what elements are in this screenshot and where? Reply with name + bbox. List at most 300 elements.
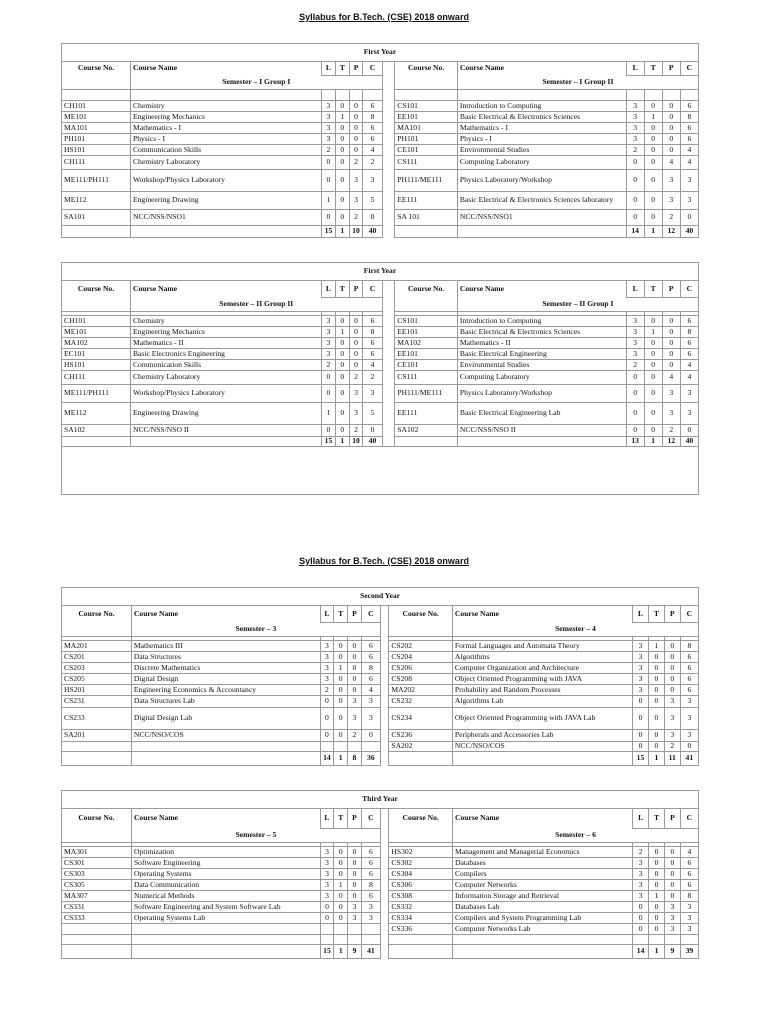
right-l-value: 3 xyxy=(626,101,644,112)
right-course-name-header: Course Name xyxy=(452,606,632,623)
spacer-cell xyxy=(349,90,363,101)
left-t-value: 0 xyxy=(335,425,349,437)
left-t-value: 1 xyxy=(335,327,349,338)
left-course-no: ME111/PH111 xyxy=(62,170,131,192)
course-row xyxy=(62,902,699,913)
right-course-name: Object Oriented Programming with JAVA xyxy=(452,674,632,685)
column-gap xyxy=(380,847,388,858)
right-course-no: CS111 xyxy=(395,156,458,170)
left-course-no: ME101 xyxy=(62,112,131,123)
third-year-table xyxy=(61,790,699,959)
left-course-name: Digital Design Lab xyxy=(131,708,320,730)
right-course-name: Compilers and System Programming Lab xyxy=(452,913,632,924)
right-course-no: MA202 xyxy=(389,685,453,696)
right-c-value: 3 xyxy=(680,385,698,403)
column-gap xyxy=(380,641,388,652)
right-c-value: 4 xyxy=(680,156,698,170)
left-course-name: Workshop/Physics Laboratory xyxy=(130,170,321,192)
right-course-no: CS334 xyxy=(389,913,453,924)
left-total-spacer xyxy=(62,226,131,238)
empty-cell xyxy=(633,935,649,945)
left-course-name: NCC/NSS/NSO1 xyxy=(130,210,321,226)
total-row xyxy=(62,752,699,766)
course-row xyxy=(62,134,699,145)
right-c-value: 4 xyxy=(680,847,698,858)
left-t-value: 0 xyxy=(335,316,349,327)
left-p-value: 0 xyxy=(348,663,362,674)
left-p-value: 0 xyxy=(348,685,362,696)
left-course-name: Data Structures Lab xyxy=(131,696,320,708)
left-l-value: 0 xyxy=(320,902,334,913)
left-course-name: NCC/NSS/NSO II xyxy=(130,425,321,437)
right-p-value: 3 xyxy=(664,696,680,708)
year-row xyxy=(62,588,699,606)
course-row xyxy=(62,652,699,663)
left-l-value: 2 xyxy=(322,360,336,371)
course-row xyxy=(62,924,699,935)
left-course-no: SA101 xyxy=(62,210,131,226)
left-course-no: EC101 xyxy=(62,349,131,360)
right-course-no: EE101 xyxy=(395,349,458,360)
left-p-value: 3 xyxy=(349,192,363,210)
right-l-value: 3 xyxy=(633,641,649,652)
right-l-value: 2 xyxy=(626,360,644,371)
left-t-value: 0 xyxy=(334,730,348,742)
left-t-value: 0 xyxy=(335,385,349,403)
left-l-value: 1 xyxy=(322,192,336,210)
right-c-value: 6 xyxy=(680,652,698,663)
left-l-value: 0 xyxy=(320,696,334,708)
left-p-value: 3 xyxy=(348,708,362,730)
left-l-value: 3 xyxy=(320,652,334,663)
left-p-value: 2 xyxy=(349,210,363,226)
spacer-cell xyxy=(626,90,644,101)
right-t-value: 1 xyxy=(644,327,662,338)
left-p-value: 3 xyxy=(349,170,363,192)
right-p-value: 0 xyxy=(662,112,680,123)
right-course-name: Computer Organization and Architecture xyxy=(452,663,632,674)
left-l-value: 0 xyxy=(320,708,334,730)
right-l-value: 0 xyxy=(626,385,644,403)
column-gap xyxy=(380,869,388,880)
right-course-name: NCC/NSS/NSO II xyxy=(457,425,626,437)
left-c-value xyxy=(361,742,380,752)
left-course-name-header: Course Name xyxy=(131,809,320,829)
left-p-value: 0 xyxy=(349,338,363,349)
left-course-no: HS101 xyxy=(62,360,131,371)
left-course-name: Chemistry xyxy=(130,101,321,112)
right-course-name: NCC/NSS/NSO1 xyxy=(457,210,626,226)
left-course-no: PH101 xyxy=(62,134,131,145)
column-gap xyxy=(382,170,395,192)
right-p-header: P xyxy=(664,809,680,829)
right-total-value: 14 xyxy=(633,945,649,959)
left-course-name: Workshop/Physics Laboratory xyxy=(130,385,321,403)
column-gap xyxy=(382,403,395,425)
right-course-name: Physics Laboratory/Workshop xyxy=(457,385,626,403)
right-t-value: 0 xyxy=(644,145,662,156)
right-course-no-header: Course No. xyxy=(395,281,458,298)
column-gap xyxy=(382,134,395,145)
left-course-no: CH101 xyxy=(62,101,131,112)
right-l-value: 0 xyxy=(626,170,644,192)
left-t-value: 0 xyxy=(334,696,348,708)
spacer-row xyxy=(62,90,699,101)
right-p-value: 2 xyxy=(662,210,680,226)
right-course-no: CS202 xyxy=(389,641,453,652)
left-course-name: Data Structures xyxy=(131,652,320,663)
column-gap xyxy=(382,192,395,210)
right-l-header: L xyxy=(633,809,649,829)
column-gap xyxy=(382,101,395,112)
course-row xyxy=(62,371,699,385)
right-course-no: CS306 xyxy=(389,880,453,891)
right-t-value: 0 xyxy=(644,316,662,327)
left-c-value: 6 xyxy=(363,338,382,349)
right-course-no-header: Course No. xyxy=(389,809,453,829)
column-gap xyxy=(382,76,395,90)
right-p-value: 3 xyxy=(662,385,680,403)
right-c-value: 4 xyxy=(680,145,698,156)
left-c-header: C xyxy=(361,606,380,623)
left-total-value: 15 xyxy=(322,226,336,238)
right-l-value: 0 xyxy=(626,156,644,170)
left-c-value: 4 xyxy=(363,145,382,156)
right-p-value: 4 xyxy=(662,371,680,385)
left-total-value: 1 xyxy=(335,226,349,238)
left-c-value: 0 xyxy=(363,210,382,226)
left-l-value: 0 xyxy=(322,170,336,192)
left-course-name: Numerical Methods xyxy=(131,891,320,902)
left-p-value: 3 xyxy=(348,913,362,924)
right-total-spacer xyxy=(395,437,458,447)
left-l-value: 3 xyxy=(322,112,336,123)
left-course-name: Engineering Mechanics xyxy=(130,327,321,338)
left-course-no: CH111 xyxy=(62,371,131,385)
left-p-value: 0 xyxy=(349,327,363,338)
column-gap xyxy=(380,742,388,752)
course-row xyxy=(62,338,699,349)
right-p-value: 0 xyxy=(664,847,680,858)
right-c-value: 6 xyxy=(680,349,698,360)
column-gap xyxy=(380,623,388,637)
left-course-no: CS203 xyxy=(62,663,132,674)
left-t-value: 0 xyxy=(335,338,349,349)
left-c-value: 5 xyxy=(363,192,382,210)
left-total-value: 15 xyxy=(322,437,336,447)
left-c-value: 0 xyxy=(361,730,380,742)
left-course-name: Physics - I xyxy=(130,134,321,145)
left-course-name: Engineering Economics & Accountancy xyxy=(131,685,320,696)
right-course-no: CS336 xyxy=(389,924,453,935)
left-course-name: Communication Skills xyxy=(130,360,321,371)
right-t-value: 0 xyxy=(644,403,662,425)
header-row xyxy=(62,809,699,829)
left-course-name: Mathematics - II xyxy=(130,338,321,349)
right-c-value: 8 xyxy=(680,327,698,338)
left-p-value: 0 xyxy=(349,101,363,112)
right-l-value: 0 xyxy=(633,924,649,935)
right-p-value: 0 xyxy=(662,123,680,134)
right-t-header: T xyxy=(649,809,665,829)
right-p-value: 2 xyxy=(662,425,680,437)
left-course-name: Discrete Mathematics xyxy=(131,663,320,674)
right-c-header: C xyxy=(680,281,698,298)
right-semester-spacer xyxy=(389,623,453,637)
left-c-header: C xyxy=(363,62,382,76)
course-row xyxy=(62,192,699,210)
course-row xyxy=(62,696,699,708)
column-gap xyxy=(380,708,388,730)
right-l-header: L xyxy=(626,62,644,76)
right-course-name: Formal Languages and Automata Theory xyxy=(452,641,632,652)
left-course-no: CS333 xyxy=(62,913,132,924)
right-l-value: 3 xyxy=(633,880,649,891)
left-t-value: 0 xyxy=(335,360,349,371)
right-p-value: 0 xyxy=(662,316,680,327)
column-gap xyxy=(380,752,388,766)
right-total-value: 41 xyxy=(680,752,698,766)
right-p-value: 0 xyxy=(662,134,680,145)
empty-cell xyxy=(389,935,453,945)
left-c-value: 3 xyxy=(363,385,382,403)
course-row xyxy=(62,170,699,192)
left-course-name: Operating Systems Lab xyxy=(131,913,320,924)
right-course-no: MA102 xyxy=(395,338,458,349)
right-t-header: T xyxy=(644,62,662,76)
column-gap xyxy=(380,891,388,902)
right-c-value: 6 xyxy=(680,123,698,134)
left-p-value: 0 xyxy=(348,869,362,880)
right-course-no: EE111 xyxy=(395,403,458,425)
right-course-no: EE101 xyxy=(395,327,458,338)
right-course-no: SA102 xyxy=(395,425,458,437)
right-l-value: 0 xyxy=(626,425,644,437)
right-c-value: 6 xyxy=(680,316,698,327)
left-p-value: 0 xyxy=(349,123,363,134)
left-course-name: Engineering Drawing xyxy=(130,403,321,425)
right-total-spacer xyxy=(395,226,458,238)
left-c-value: 3 xyxy=(361,913,380,924)
column-gap xyxy=(382,360,395,371)
right-course-name-header: Course Name xyxy=(457,62,626,76)
spacer-cell xyxy=(680,90,698,101)
right-course-no: PH111/ME111 xyxy=(395,385,458,403)
left-course-no: CS205 xyxy=(62,674,132,685)
right-c-value: 8 xyxy=(680,641,698,652)
year-row xyxy=(62,263,699,281)
right-l-value: 3 xyxy=(633,652,649,663)
right-course-name: Environmental Studies xyxy=(457,145,626,156)
right-p-value: 0 xyxy=(664,858,680,869)
right-l-value: 2 xyxy=(633,847,649,858)
left-c-value: 4 xyxy=(363,360,382,371)
right-course-name: NCC/NSO/COS xyxy=(452,742,632,752)
right-total-value: 12 xyxy=(662,226,680,238)
left-total-value: 8 xyxy=(348,752,362,766)
right-t-value: 0 xyxy=(649,924,665,935)
left-course-name: Chemistry Laboratory xyxy=(130,371,321,385)
left-c-value: 6 xyxy=(363,134,382,145)
left-total-value: 10 xyxy=(349,437,363,447)
course-row xyxy=(62,385,699,403)
right-course-name-header: Course Name xyxy=(457,281,626,298)
left-total-value: 40 xyxy=(363,437,382,447)
left-course-no: CH101 xyxy=(62,316,131,327)
course-row xyxy=(62,913,699,924)
syllabus-heading-2: Syllabus for B.Tech. (CSE) 2018 onward xyxy=(299,556,469,566)
right-c-value: 6 xyxy=(680,858,698,869)
left-semester-spacer xyxy=(62,76,131,90)
right-course-no: CS208 xyxy=(389,674,453,685)
right-t-value: 0 xyxy=(644,338,662,349)
year-title: Second Year xyxy=(62,588,699,606)
right-t-value: 0 xyxy=(648,663,664,674)
spacer-cell xyxy=(382,90,395,101)
total-row xyxy=(62,437,699,447)
left-course-no: MA307 xyxy=(62,891,132,902)
right-course-name: Basic Electrical & Electronics Sciences laboratory xyxy=(457,192,626,210)
column-gap xyxy=(380,685,388,696)
right-t-value: 1 xyxy=(644,112,662,123)
left-total-value: 14 xyxy=(320,752,334,766)
right-course-name: Information Storage and Retrieval xyxy=(452,891,632,902)
left-t-header: T xyxy=(334,809,348,829)
year-title: First Year xyxy=(62,44,699,62)
course-row xyxy=(62,425,699,437)
left-total-value: 9 xyxy=(348,945,362,959)
right-semester-spacer xyxy=(389,829,453,843)
empty-cell xyxy=(334,935,348,945)
right-c-value: 3 xyxy=(680,170,698,192)
empty-cell xyxy=(131,935,320,945)
right-course-name: Algorithms Lab xyxy=(452,696,632,708)
column-gap xyxy=(380,945,388,959)
left-c-header: C xyxy=(361,809,380,829)
left-t-value: 0 xyxy=(335,156,349,170)
right-semester-title: Semester – 4 xyxy=(452,623,698,637)
course-row xyxy=(62,730,699,742)
left-total-label-spacer xyxy=(131,945,320,959)
right-c-value: 6 xyxy=(680,101,698,112)
left-course-name: Mathematics III xyxy=(131,641,320,652)
course-row xyxy=(62,708,699,730)
column-gap xyxy=(380,809,388,829)
column-gap xyxy=(380,674,388,685)
left-t-value: 1 xyxy=(334,663,348,674)
right-c-header: C xyxy=(680,62,698,76)
left-c-value: 3 xyxy=(363,170,382,192)
right-c-value: 3 xyxy=(680,902,698,913)
course-row xyxy=(62,145,699,156)
empty-cell xyxy=(680,935,698,945)
year-title: First Year xyxy=(62,263,699,281)
first-year-semester-2-table xyxy=(61,262,699,495)
right-c-value: 3 xyxy=(680,192,698,210)
left-course-name: Digital Design xyxy=(131,674,320,685)
right-p-value: 3 xyxy=(662,192,680,210)
right-c-value: 4 xyxy=(680,360,698,371)
empty-cell xyxy=(664,935,680,945)
right-p-header: P xyxy=(662,281,680,298)
left-total-spacer xyxy=(62,437,131,447)
right-t-header: T xyxy=(644,281,662,298)
left-t-value: 0 xyxy=(335,134,349,145)
semester-row xyxy=(62,623,699,637)
left-p-value: 2 xyxy=(348,730,362,742)
left-course-no: MA201 xyxy=(62,641,132,652)
left-p-value xyxy=(348,924,362,935)
right-t-value: 0 xyxy=(644,170,662,192)
left-l-value xyxy=(320,742,334,752)
left-course-no: ME112 xyxy=(62,192,131,210)
left-p-value: 0 xyxy=(349,112,363,123)
right-course-no: PH101 xyxy=(395,134,458,145)
left-p-value: 2 xyxy=(349,156,363,170)
empty-cell xyxy=(62,935,132,945)
right-t-value: 0 xyxy=(649,880,665,891)
right-course-name: Basic Electrical Engineering Lab xyxy=(457,403,626,425)
course-row xyxy=(62,360,699,371)
right-t-value: 0 xyxy=(644,192,662,210)
right-course-no: EE111 xyxy=(395,192,458,210)
left-c-value: 3 xyxy=(361,902,380,913)
right-course-name: Environmental Studies xyxy=(457,360,626,371)
column-gap xyxy=(382,338,395,349)
right-course-name: Physics Laboratory/Workshop xyxy=(457,170,626,192)
right-t-header: T xyxy=(648,606,664,623)
left-l-value: 3 xyxy=(322,101,336,112)
left-c-value: 5 xyxy=(363,403,382,425)
right-c-value: 6 xyxy=(680,880,698,891)
left-course-name-header: Course Name xyxy=(130,62,321,76)
course-row xyxy=(62,847,699,858)
spacer-cell xyxy=(335,90,349,101)
left-c-value: 6 xyxy=(361,891,380,902)
right-course-name: Computer Networks xyxy=(452,880,632,891)
course-row xyxy=(62,742,699,752)
right-c-value: 3 xyxy=(680,708,698,730)
right-course-no: CS232 xyxy=(389,696,453,708)
right-p-value: 3 xyxy=(664,730,680,742)
right-t-value: 0 xyxy=(644,123,662,134)
right-t-value: 0 xyxy=(644,349,662,360)
right-semester-title: Semester – II Group I xyxy=(457,298,698,312)
left-l-value: 3 xyxy=(320,869,334,880)
right-p-value: 3 xyxy=(662,403,680,425)
right-p-value: 0 xyxy=(662,360,680,371)
left-t-value: 0 xyxy=(335,170,349,192)
column-gap xyxy=(380,924,388,935)
right-t-value: 0 xyxy=(648,742,664,752)
left-course-no-header: Course No. xyxy=(62,606,132,623)
left-c-value: 6 xyxy=(361,652,380,663)
right-total-spacer xyxy=(389,945,453,959)
left-semester-spacer xyxy=(62,298,131,312)
left-l-value: 3 xyxy=(320,641,334,652)
empty-cell xyxy=(320,935,334,945)
right-p-value: 2 xyxy=(664,742,680,752)
left-l-header: L xyxy=(322,281,336,298)
right-semester-title: Semester – 6 xyxy=(452,829,698,843)
left-course-name xyxy=(131,742,320,752)
left-p-header: P xyxy=(348,606,362,623)
total-row xyxy=(62,945,699,959)
header-row xyxy=(62,281,699,298)
second-year-table xyxy=(61,587,699,766)
first-year-semester-1-table xyxy=(61,43,699,238)
spacer-cell xyxy=(395,90,458,101)
